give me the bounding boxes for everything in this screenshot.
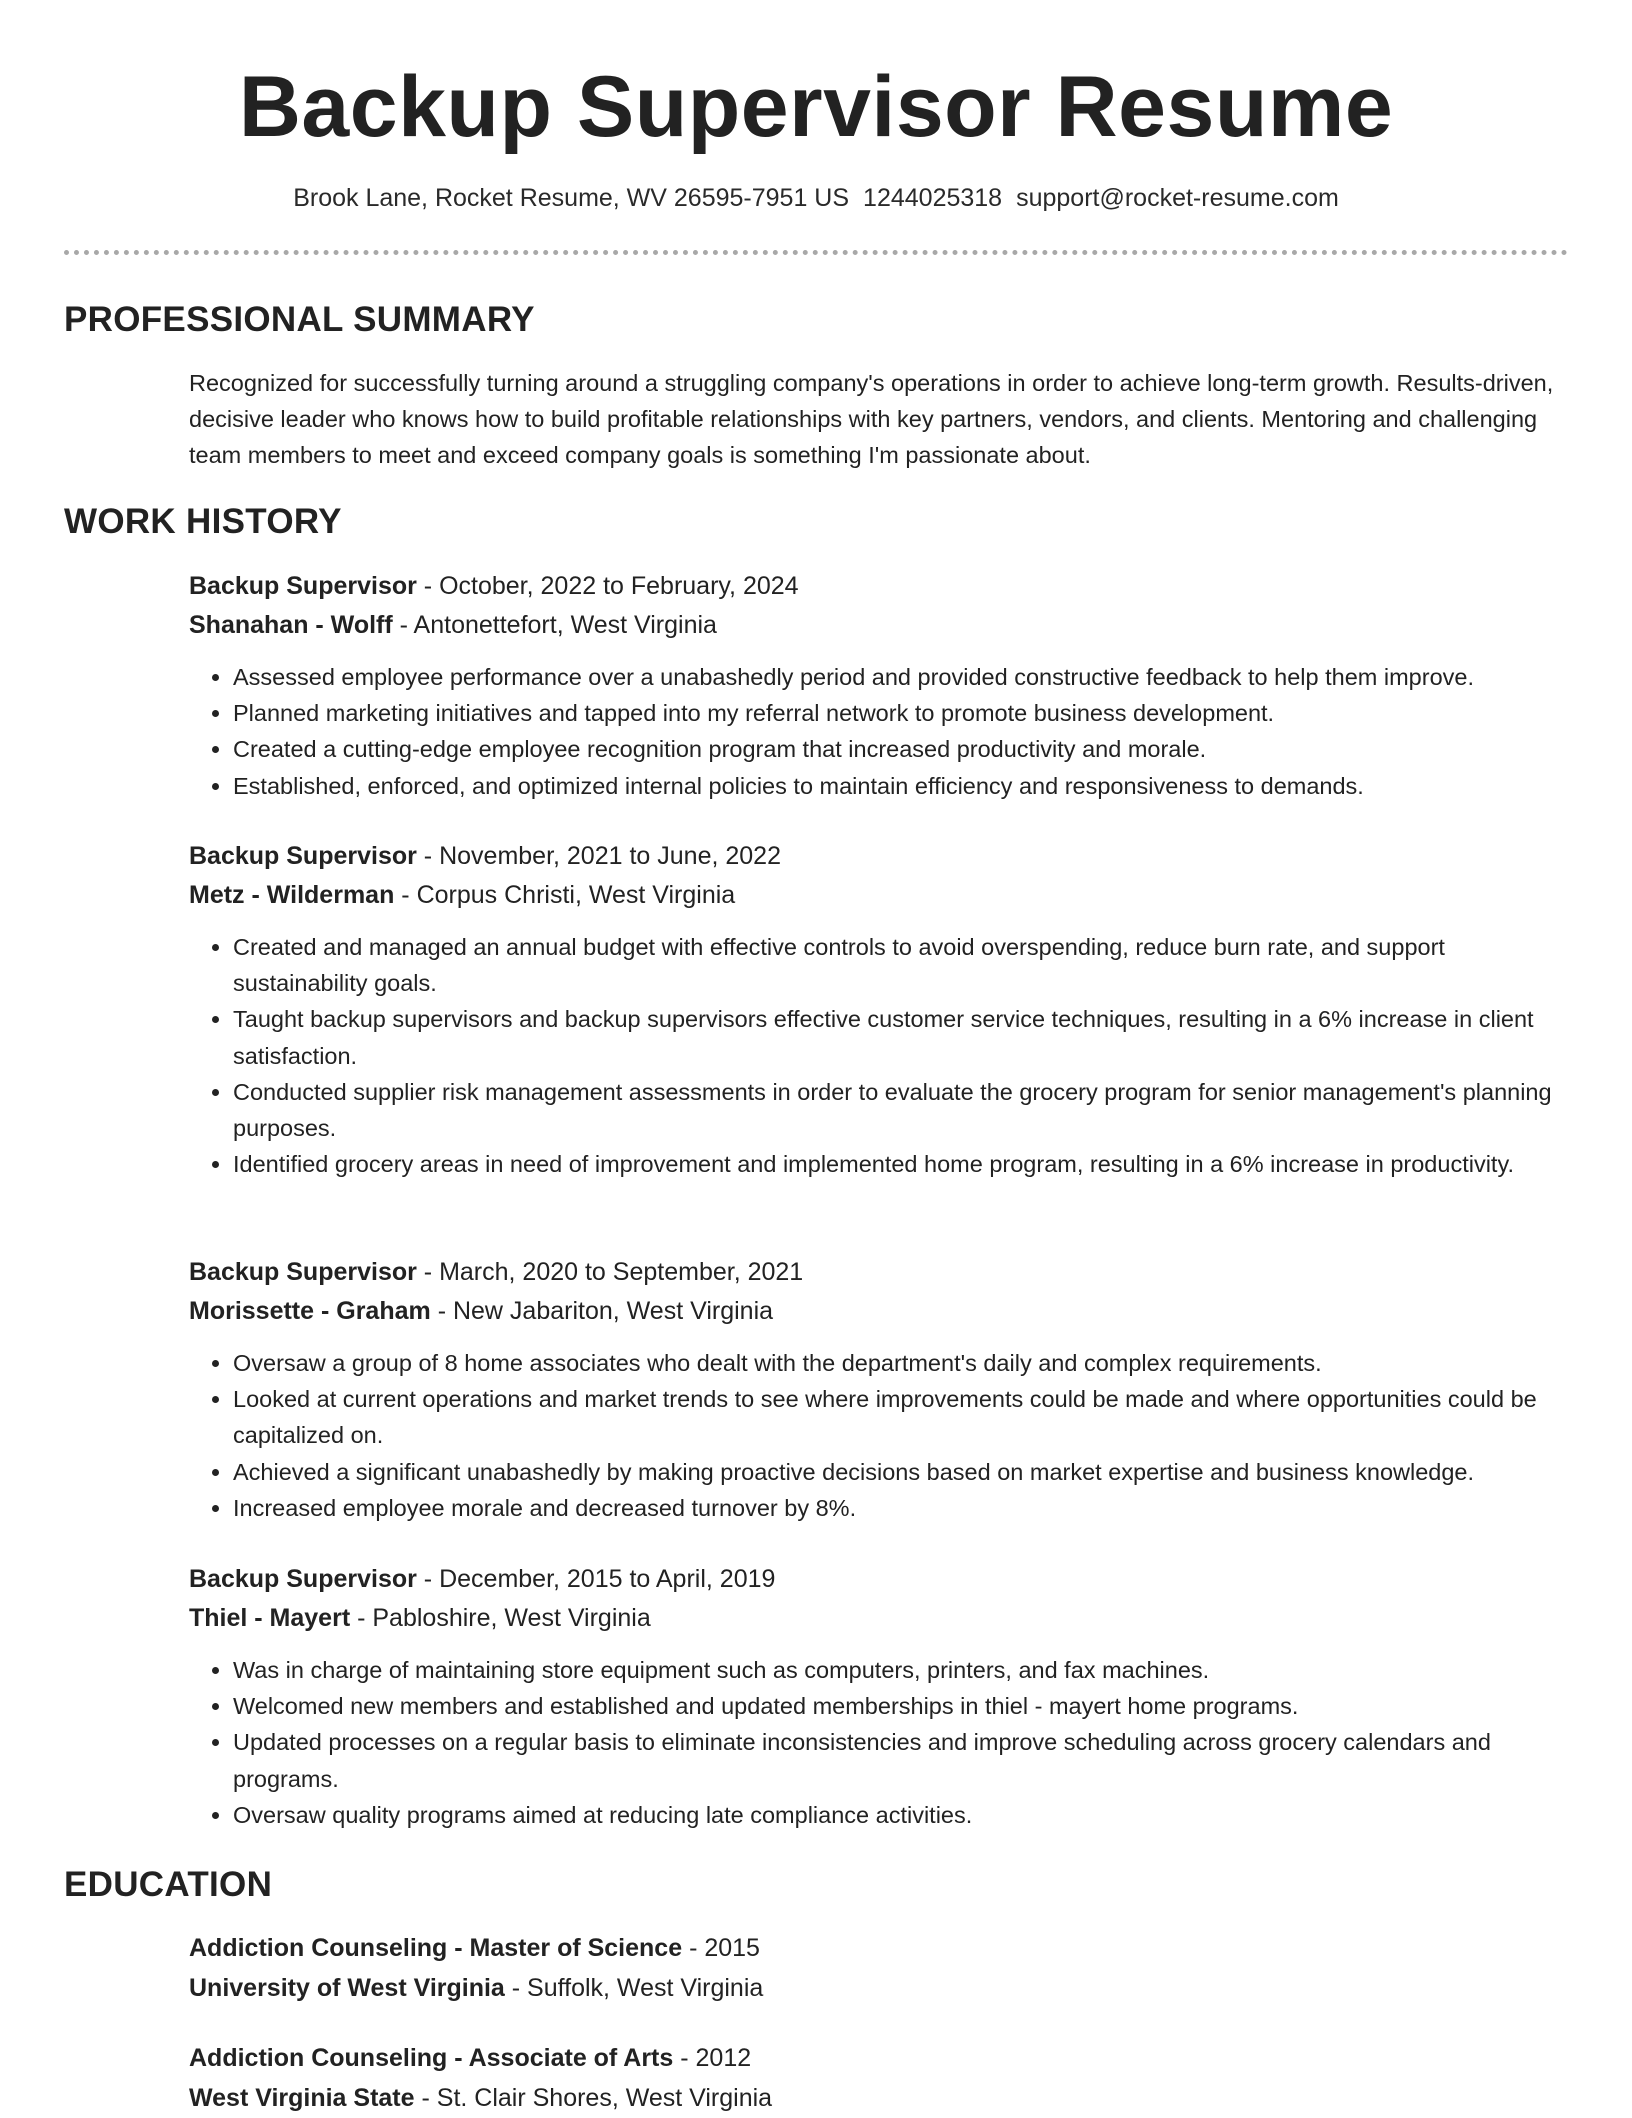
job-company: Thiel - Mayert xyxy=(189,1604,351,1632)
education-degree-line xyxy=(189,1928,1569,1968)
contact-line xyxy=(0,180,1632,216)
education-degree-line xyxy=(189,2038,1569,2078)
education-school: University of West Virginia xyxy=(189,1974,505,2002)
job-title-line xyxy=(189,1253,1569,1292)
education-year: - 2015 xyxy=(682,1934,760,1962)
job-company-line xyxy=(189,1599,1569,1638)
education-heading: EDUCATION xyxy=(64,1865,273,1904)
job-company: Shanahan - Wolff xyxy=(189,611,393,639)
job-company-line xyxy=(189,606,1569,645)
job-dates: - December, 2015 to April, 2019 xyxy=(416,1565,776,1593)
resume-title: Backup Supervisor Resume xyxy=(238,59,1394,155)
job-location: - Antonettefort, West Virginia xyxy=(392,611,717,639)
summary-text: Recognized for successfully turning around a struggling company's operations in order to achieve long-term growth. Results-driven, decisive leader who knows how to build profitable relationships with key partners, vendors, and clients. Mentoring and challenging team members to meet and exceed company goals is something I'm passionate about. xyxy=(189,370,1554,468)
contact-address: Brook Lane, Rocket Resume, WV 26595-7951 US xyxy=(293,184,850,212)
work-history-heading: WORK HISTORY xyxy=(64,502,342,541)
contact-phone: 1244025318 xyxy=(863,184,1003,212)
job-company-line xyxy=(189,876,1569,915)
job-bullet: • Was in charge of maintaining store equipment such as computers, printers, and fax machines. xyxy=(233,1652,1569,1688)
job-bullet: • Taught backup supervisors and backup supervisors effective customer service techniques, resulting in a 6% increase in client satisfaction. xyxy=(233,1001,1569,1073)
job-dates: - October, 2022 to February, 2024 xyxy=(416,572,799,600)
education-degree: Addiction Counseling - Master of Science xyxy=(189,1934,683,1962)
summary-heading: PROFESSIONAL SUMMARY xyxy=(64,300,535,339)
education-school-line xyxy=(189,1968,1569,2008)
job-title-line xyxy=(189,837,1569,876)
job-bullets xyxy=(189,929,1569,1182)
header-divider xyxy=(64,250,1568,255)
job-location: - Corpus Christi, West Virginia xyxy=(394,881,736,909)
job-bullet: • Oversaw quality programs aimed at reducing late compliance activities. xyxy=(233,1797,1569,1833)
job-bullet: • Planned marketing initiatives and tapped into my referral network to promote business development. xyxy=(233,695,1569,731)
job-company: Metz - Wilderman xyxy=(189,881,395,909)
job-entry xyxy=(189,1253,1569,1526)
job-title: Backup Supervisor xyxy=(189,572,417,600)
job-bullet: • Assessed employee performance over a unabashedly period and provided constructive feedback to help them improve. xyxy=(233,659,1569,695)
job-bullet: • Oversaw a group of 8 home associates who dealt with the department's daily and complex requirements. xyxy=(233,1345,1569,1381)
education-degree: Addiction Counseling - Associate of Arts xyxy=(189,2044,674,2072)
job-company-line xyxy=(189,1292,1569,1331)
job-bullets xyxy=(189,1345,1569,1526)
job-bullet: • Conducted supplier risk management assessments in order to evaluate the grocery program for senior management's planning purposes. xyxy=(233,1074,1569,1146)
job-bullets xyxy=(189,659,1569,804)
job-title: Backup Supervisor xyxy=(189,842,417,870)
job-entry xyxy=(189,837,1569,1182)
job-bullet: • Created a cutting-edge employee recognition program that increased productivity and morale. xyxy=(233,731,1569,767)
job-bullet: • Looked at current operations and market trends to see where improvements could be made and where opportunities could be capitalized on. xyxy=(233,1381,1569,1453)
contact-email: support@rocket-resume.com xyxy=(1016,184,1339,212)
job-bullet: • Welcomed new members and established and updated memberships in thiel - mayert home programs. xyxy=(233,1688,1569,1724)
job-bullets xyxy=(189,1652,1569,1833)
education-entry xyxy=(189,1928,1569,2008)
education-year: - 2012 xyxy=(673,2044,752,2072)
job-bullet: • Created and managed an annual budget with effective controls to avoid overspending, reduce burn rate, and support sustainability goals. xyxy=(233,929,1569,1001)
job-title-line xyxy=(189,567,1569,606)
job-entry xyxy=(189,567,1569,804)
job-dates: - March, 2020 to September, 2021 xyxy=(416,1258,804,1286)
education-school-line xyxy=(189,2078,1569,2118)
job-bullet: • Achieved a significant unabashedly by making proactive decisions based on market expertise and business knowledge. xyxy=(233,1454,1569,1490)
job-entry xyxy=(189,1560,1569,1833)
job-bullet: • Established, enforced, and optimized internal policies to maintain efficiency and responsiveness to demands. xyxy=(233,768,1569,804)
education-school: West Virginia State xyxy=(189,2084,415,2112)
education-entry xyxy=(189,2038,1569,2118)
education-location: - St. Clair Shores, West Virginia xyxy=(414,2084,773,2112)
job-bullet: • Identified grocery areas in need of improvement and implemented home program, resulting in a 6% increase in productivity. xyxy=(233,1146,1569,1182)
job-bullet: • Updated processes on a regular basis to eliminate inconsistencies and improve scheduling across grocery calendars and programs. xyxy=(233,1724,1569,1796)
education-location: - Suffolk, West Virginia xyxy=(504,1974,764,2002)
job-location: - Pabloshire, West Virginia xyxy=(350,1604,651,1632)
job-dates: - November, 2021 to June, 2022 xyxy=(416,842,781,870)
job-title-line xyxy=(189,1560,1569,1599)
job-title: Backup Supervisor xyxy=(189,1565,417,1593)
job-location: - New Jabariton, West Virginia xyxy=(430,1297,774,1325)
job-title: Backup Supervisor xyxy=(189,1258,417,1286)
job-company: Morissette - Graham xyxy=(189,1297,431,1325)
job-bullet: • Increased employee morale and decreased turnover by 8%. xyxy=(233,1490,1569,1526)
